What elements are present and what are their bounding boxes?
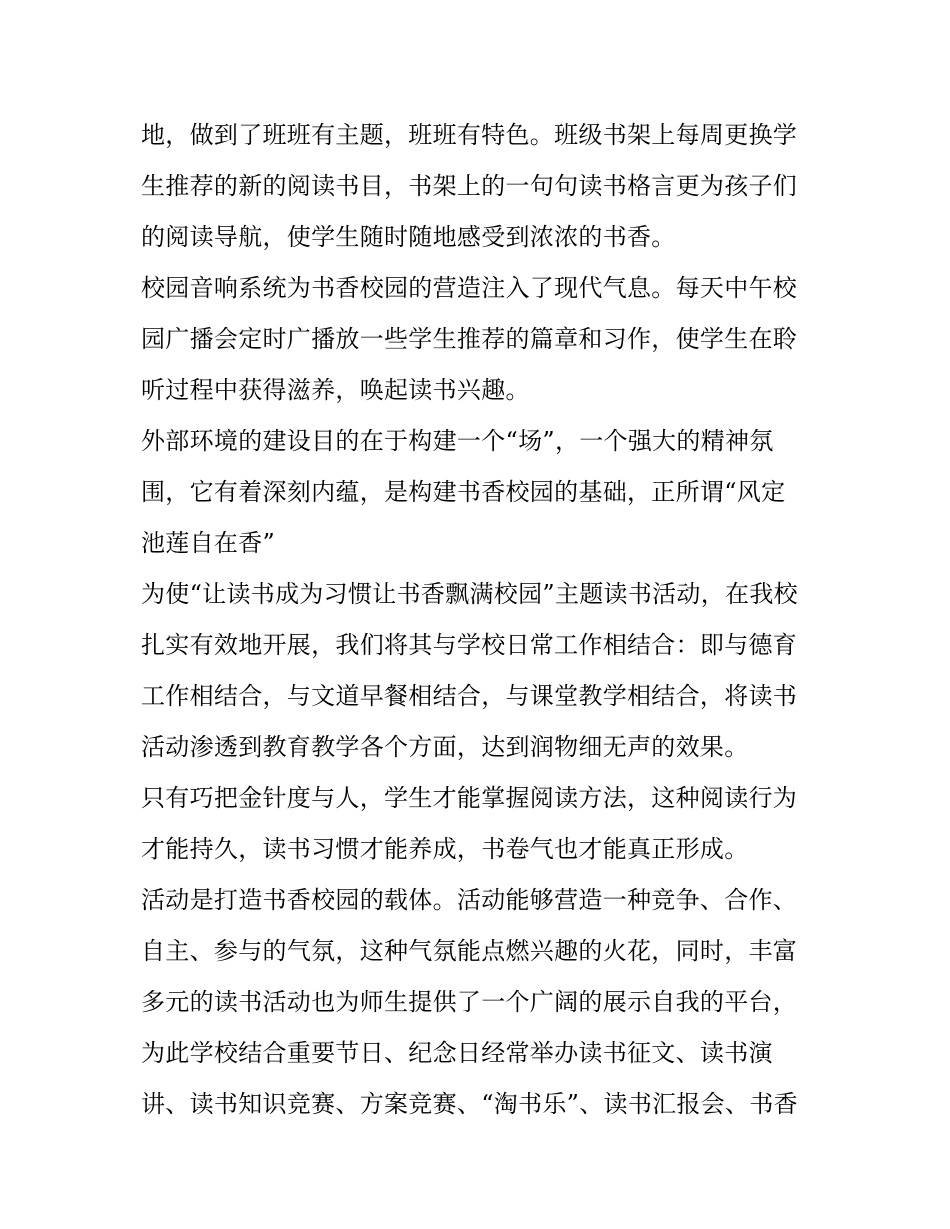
text-line: 生推荐的新的阅读书目，书架上的一句句读书格言更为孩子们 [141, 172, 798, 200]
paragraph-reading-activity [141, 569, 821, 773]
text-line: 活动是打造书香校园的载体。活动能够营造一种竞争、合作、 [141, 886, 798, 914]
text-line: 听过程中获得滋养，唤起读书兴趣。 [141, 376, 530, 404]
text-line: 围，它有着深刻内蕴，是构建书香校园的基础，正所谓“风定 [141, 478, 786, 506]
text-line: 校园音响系统为书香校园的营造注入了现代气息。每天中午校 [141, 274, 798, 302]
paragraph-class-bookshelf [141, 110, 821, 263]
document-body [141, 110, 821, 1130]
text-line: 池莲自在香” [141, 529, 276, 557]
text-line: 讲、读书知识竞赛、方案竞赛、“淘书乐”、读书汇报会、书香 [141, 1090, 798, 1118]
text-line: 活动渗透到教育教学各个方面，达到润物细无声的效果。 [141, 733, 749, 761]
text-line: 只有巧把金针度与人，学生才能掌握阅读方法，这种阅读行为 [141, 784, 798, 812]
paragraph-reading-method [141, 773, 821, 875]
text-line: 才能持久，读书习惯才能养成，书卷气也才能真正形成。 [141, 835, 749, 863]
text-line: 自主、参与的气氛，这种气氛能点燃兴趣的火花，同时，丰富 [141, 937, 798, 965]
text-line: 的阅读导航，使学生随时随地感受到浓浓的书香。 [141, 223, 676, 251]
paragraph-activities-carrier [141, 875, 821, 1130]
text-line: 为使“让读书成为习惯让书香飘满校园”主题读书活动，在我校 [141, 580, 798, 608]
paragraph-campus-radio [141, 263, 821, 416]
text-line: 外部环境的建设目的在于构建一个“场”，一个强大的精神氛 [141, 427, 774, 455]
text-line: 扎实有效地开展，我们将其与学校日常工作相结合：即与德育 [141, 631, 798, 659]
paragraph-external-environment [141, 416, 821, 569]
text-line: 地，做到了班班有主题，班班有特色。班级书架上每周更换学 [141, 121, 798, 149]
text-line: 为此学校结合重要节日、纪念日经常举办读书征文、读书演 [141, 1039, 773, 1067]
text-line: 多元的读书活动也为师生提供了一个广阔的展示自我的平台， [141, 988, 798, 1016]
text-line: 园广播会定时广播放一些学生推荐的篇章和习作，使学生在聆 [141, 325, 798, 353]
text-line: 工作相结合，与文道早餐相结合，与课堂教学相结合，将读书 [141, 682, 798, 710]
